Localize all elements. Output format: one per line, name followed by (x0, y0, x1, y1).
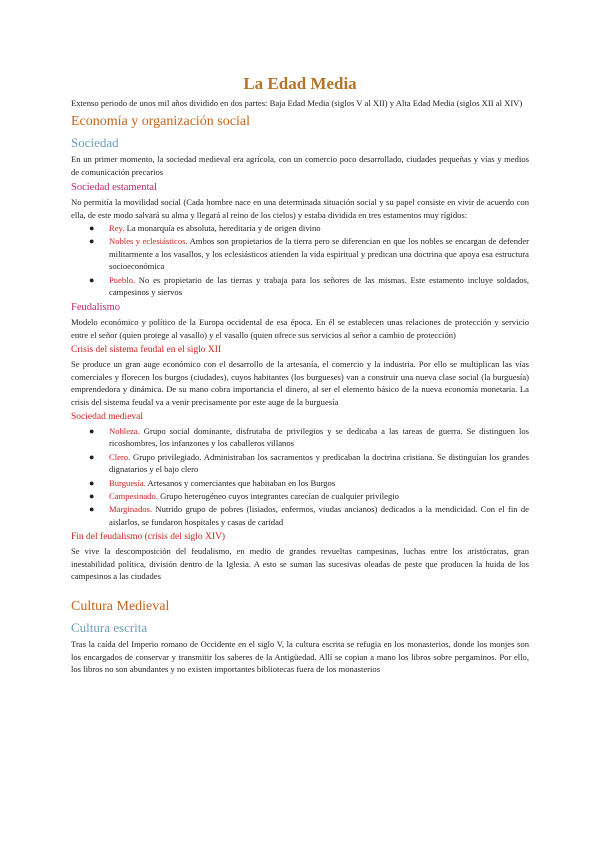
heading-cultura-medieval: Cultura Medieval (71, 599, 170, 615)
page-title: La Edad Media (243, 74, 357, 93)
list-sociedad-medieval (71, 425, 529, 528)
list-item (71, 222, 529, 234)
bullet-icon: ● (89, 477, 95, 488)
bullet-icon: ● (89, 425, 95, 436)
heading-sociedad-medieval: Sociedad medieval (71, 411, 144, 422)
paragraph-feudalismo: Modelo económico y político de la Europa occidental de esa época. En él se establecen unas relaciones de protección y servicio entre el señor (quien protege al vasallo) y el vasallo (quien ofrece sus servicios al señor a cambio de protección) (71, 317, 529, 340)
list-item-term: Clero. (109, 451, 131, 462)
paragraph-cultura-escrita: Tras la caída del Imperio romano de Occidente en el siglo V, la cultura escrita se refugia en los monasterios, donde los monjes son los encargados de conservar y transmitir los saberes de la Antigüedad. Allí se copian a mano los libros sobre pergaminos. Por ello, los libros no son abundantes y no existen importantes bibliotecas fuera de los monasterios (71, 639, 529, 675)
heading-economia: Economía y organización social (71, 114, 250, 130)
list-item-text: No es propietario de las tierras y trabaja para los señores de las mismas. Este estamento incluye soldados, campesinos y siervos (109, 274, 529, 298)
bullet-icon: ● (89, 451, 95, 462)
list-item-term: Rey. (109, 223, 125, 234)
list-item-text: Nutrido grupo de pobres (lisiados, enfermos, viudas ancianos) dedicados a la mendicidad. Con el fin de aislarlos, se fundaron hospitales y casas de caridad (109, 504, 529, 527)
list-item (71, 503, 529, 528)
heading-cultura-escrita: Cultura escrita (71, 620, 148, 636)
list-item (71, 477, 529, 489)
heading-sociedad-estamental: Sociedad estamental (71, 182, 158, 194)
list-item-text: Grupo heterogéneo cuyos integrantes carecían de cualquier privilegio (157, 490, 399, 501)
list-item-text: La monarquía es absoluta, hereditaria y de origen divino (124, 223, 321, 234)
bullet-icon: ● (89, 274, 95, 285)
heading-crisis-sistema-feudal: Crisis del sistema feudal en el siglo XII (71, 345, 222, 356)
list-item-text: Ambos son propietarios de la tierra pero se diferencian en que los nobles se encargan de defender militarmente a los vasallos, y los eclesiásticos atienden la vida espiritual y predican una doctrina que apoya esa estructura socioeconómica (109, 236, 529, 272)
heading-fin-feudalismo: Fin del feudalismo (crisis del siglo XIV) (71, 532, 226, 543)
list-item-text: Artesanos y comerciantes que habitaban en los Burgos (145, 477, 336, 488)
list-item-term: Pueblo. (109, 274, 136, 285)
bullet-icon: ● (89, 504, 95, 515)
list-item-term: Campesinado. (109, 490, 158, 501)
section-spacer (71, 582, 529, 594)
bullet-icon: ● (89, 236, 95, 247)
list-estamentos (71, 222, 529, 298)
list-item (71, 235, 529, 272)
bullet-icon: ● (89, 490, 95, 501)
list-item (71, 490, 529, 502)
paragraph-crisis-sistema-feudal: Se produce un gran auge económico con el desarrollo de la artesanía, el comercio y la industria. Por ello se multiplican las vías comerciales y florecen los burgos (ciudades), cuyos habitantes (los burgueses) van a construir una nueva clase social (la burguesía) emprendedora y dinámica. De su mano cobra importancia el dinero, al ser el elemento básico de la nueva economía monetaria. La crisis del sistema feudal va a venir precisamente por este auge de la burguesía (71, 359, 529, 407)
list-item (71, 274, 529, 299)
list-item-term: Burguesía. (109, 477, 146, 488)
heading-feudalismo: Feudalismo (71, 302, 120, 314)
list-item-term: Nobleza. (109, 425, 140, 436)
paragraph-sociedad: En un primer momento, la sociedad medieval era agrícola, con un comercio poco desarrollado, ciudades pequeñas y vías y medios de comunicación precarios (71, 154, 529, 177)
list-item-term: Marginados. (109, 504, 153, 515)
bullet-icon: ● (89, 223, 95, 234)
heading-sociedad: Sociedad (71, 135, 119, 151)
list-item (71, 425, 529, 450)
paragraph-sociedad-estamental: No permitía la movilidad social (Cada hombre nace en una determinada situación social y su papel consiste en vivir de acuerdo con ella, de este modo salvará su alma y llegará al reino de los cielos) y estaba dividida en tres estamentos muy rígidos: (71, 197, 529, 220)
paragraph-fin-feudalismo: Se vive la descomposición del feudalismo, en medio de grandes revueltas campesinas, luchas entre los aristócratas, gran inestabilidad política, división dentro de la Iglesia. A esto se suman las sucesivas oleadas de peste que producen la huida de los campesinos a las ciudades (71, 546, 529, 581)
list-item-term: Nobles y eclesiásticos. (109, 236, 188, 247)
list-item-text: Grupo privilegiado. Administraban los sacramentos y predicaban la doctrina cristiana. Se distinguían los grandes dignatarios y el bajo clero (109, 451, 529, 475)
intro-paragraph: Extenso periodo de unos mil años dividido en dos partes: Baja Edad Media (siglos V al XII) y Alta Edad Media (siglos XII al XIV) (71, 98, 523, 108)
document-content (71, 73, 529, 676)
list-item (71, 451, 529, 476)
list-item-text: Grupo social dominante, disfrutaba de privilegios y se dedicaba a las tareas de guerra. Se distinguen los ricoshombres, los infanzones y los caballeros villanos (109, 425, 529, 449)
